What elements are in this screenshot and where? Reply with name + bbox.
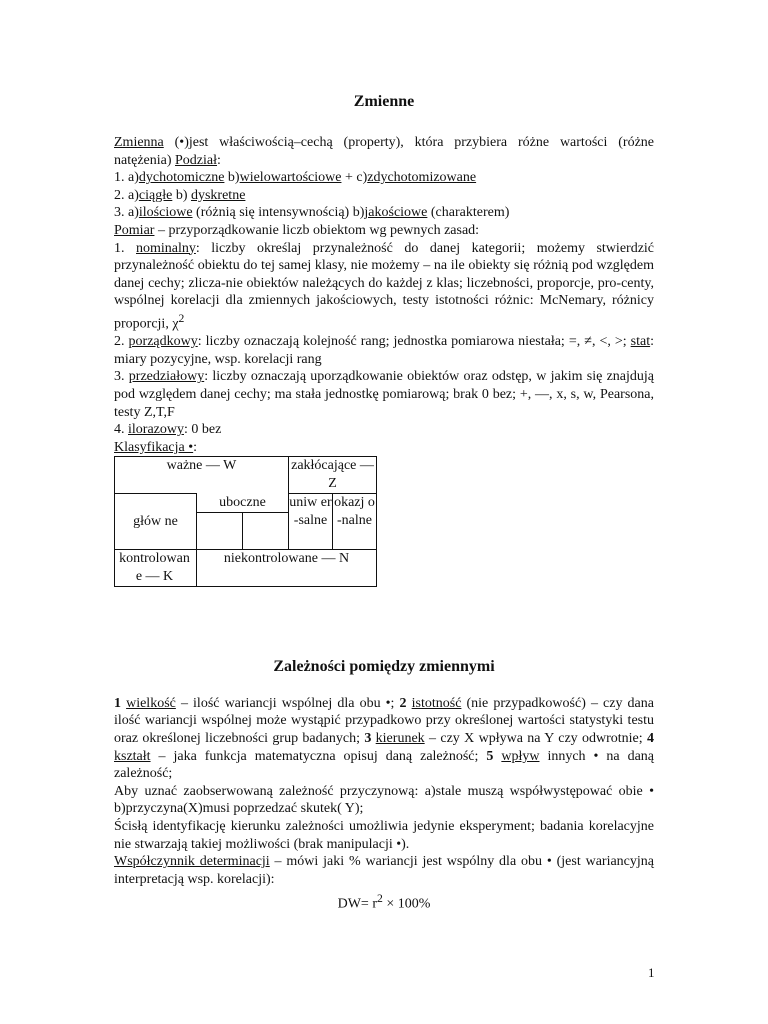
cell-okazjonalne: okazj o-nalne — [333, 494, 377, 550]
classification-table — [114, 456, 377, 587]
text-span: innych • na daną zależność; — [114, 748, 655, 782]
term-ilorazowy: ilorazowy — [128, 422, 184, 438]
term-dychotomiczne: dychotomiczne — [138, 170, 225, 186]
text-span: : liczby oznaczają kolejność rang; jednostka pomiarowa niestała; =, ≠, <, >; — [197, 334, 631, 350]
term-ciagle: ciągłe — [138, 187, 173, 203]
cell-uniwersalne: uniw er-salne — [289, 494, 333, 550]
scale-ilorazowy — [114, 421, 654, 439]
term-zmienna: Zmienna — [114, 135, 164, 150]
cell-zaklocajace: zakłócające — Z — [289, 457, 377, 494]
text-span: : — [193, 439, 198, 455]
text-span: (charakterem) — [427, 205, 510, 221]
term-dyskretne: dyskretne — [190, 187, 246, 203]
text-span: : liczby określaj przynależność do danej kategorii; możemy stwierdzić przynależność obiektu do tej samej klasy, nie możemy – na ile obiekty się różnią pod względem danej cechy; zlicza-nie obiektów należących do każdej z klas; liczebności, proporcje, pro-centy, wspólnej korelacji dla zmiennych jakościowych, testy istotności różnic: McNemary, różnicy proporcji, χ — [114, 240, 655, 332]
uboczne-label: uboczne — [219, 494, 266, 510]
text-span: 2. a) — [114, 187, 139, 203]
text-span: (różnią się intensywnością) b) — [192, 205, 365, 221]
text-span: – jaka funkcja matematyczna opisuj daną zależność; — [150, 748, 487, 764]
text-span: 4 — [647, 731, 655, 747]
term-stat: stat — [630, 334, 651, 350]
term-przedzialowy: przedziałowy — [128, 369, 205, 385]
text-span: 1. a) — [114, 170, 139, 186]
text-span: : liczby oznaczają uporządkowanie obiektów oraz odstęp, w jakim się znajdują pod względem danej cechy; ma stała jednostkę pomiarową; brak 0 bez; +, —, x, s, w, Pearsona, testy Z,T,F — [114, 369, 654, 420]
text-span: DW= r — [337, 897, 377, 913]
text-span: : 0 bez — [183, 422, 222, 438]
cell-kontrolowane: kontrolowan e — K — [115, 549, 197, 586]
term-porzadkowy: porządkowy — [128, 334, 198, 350]
list-line-2 — [114, 187, 654, 205]
superscript: 2 — [377, 892, 383, 906]
text-span: : — [217, 152, 221, 168]
text-span: × 100% — [382, 897, 431, 913]
scale-porzadkowy — [114, 333, 654, 368]
scale-przedzialowy — [114, 368, 654, 421]
paragraph-zaleznosci-cechy — [114, 695, 654, 783]
text-span: (•)jest właściwością–cechą (property), która przybiera różne wartości (różne natężenia) — [114, 135, 654, 168]
uboczne-left — [197, 513, 243, 549]
text-span: – czy X wpływa na Y czy odwrotnie; — [424, 731, 648, 747]
term-wielkosc: wielkość — [126, 695, 176, 711]
term-zdychotomizowane: zdychotomizowane — [367, 170, 477, 186]
term-nominalny: nominalny — [136, 240, 196, 256]
cell-niekontrolowane: niekontrolowane — N — [197, 549, 377, 586]
text-span: – przyporządkowanie liczb obiektom wg pewnych zasad: — [154, 222, 480, 238]
term-istotnosc: istotność — [411, 695, 462, 711]
text-span: + c) — [341, 170, 368, 186]
document-page — [114, 92, 654, 914]
text-span: 4. — [114, 422, 128, 438]
text-span: 2 — [399, 695, 412, 711]
term-wplyw: wpływ — [501, 748, 540, 764]
superscript: 2 — [178, 311, 185, 325]
paragraph-wspolczynnik — [114, 853, 654, 888]
term-ilosciowe: ilościowe — [138, 205, 193, 221]
text-span: 3. — [114, 369, 129, 385]
uboczne-right — [243, 513, 288, 549]
text-span: b) — [172, 187, 191, 203]
uboczne-split — [197, 512, 288, 549]
paragraph-klasyfikacja — [114, 439, 654, 457]
spacer — [114, 587, 654, 657]
text-span: – mówi jaki % wariancji jest wspólny dla obu • (jest wariancyjną interpretacją wsp. korelacji): — [114, 854, 654, 887]
text-span: – ilość wariancji wspólnej dla obu •; — [175, 695, 400, 711]
paragraph-przyczynowa: Aby uznać zaobserwowaną zależność przyczynową: a)stale muszą współwystępować obie • b)przyczyna(X)musi poprzedzać skutek( Y); — [114, 783, 654, 817]
section-title-zmienne: Zmienne — [353, 93, 415, 110]
formula-dw — [114, 890, 654, 913]
term-ksztalt: kształt — [114, 748, 151, 764]
term-podzial: Podział — [175, 152, 218, 168]
text-span: 3. a) — [114, 205, 139, 221]
text-span: 1. — [114, 240, 136, 256]
text-span: : miary pozycyjne, wsp. korelacji rang — [114, 334, 655, 367]
text-span: 3 — [364, 731, 376, 747]
term-wspolczynnik-determinacji: Współczynnik determinacji — [114, 854, 270, 870]
paragraph-pomiar — [114, 222, 654, 240]
paragraph-zmienna-definition — [114, 134, 654, 169]
text-span: b) — [224, 170, 240, 186]
cell-wazne: ważne — W — [115, 457, 289, 494]
term-wielowartosciowe: wielowartościowe — [239, 170, 342, 186]
scale-nominalny — [114, 240, 654, 334]
term-jakosciowe: jakościowe — [364, 205, 428, 221]
cell-glowne: głów ne — [115, 494, 197, 550]
page-number: 1 — [648, 965, 655, 980]
text-span: 2. — [114, 334, 129, 350]
paragraph-eksperyment: Ścisłą identyfikację kierunku zależności umożliwia jedynie eksperyment; badania korelacyjne nie stwarzają takiej możliwości (brak manipulacji •). — [114, 819, 654, 852]
term-klasyfikacja: Klasyfikacja • — [114, 439, 194, 455]
section-title-zaleznosci: Zależności pomiędzy zmiennymi — [273, 657, 495, 675]
list-line-1 — [114, 169, 654, 187]
cell-uboczne — [197, 494, 289, 550]
term-kierunek: kierunek — [375, 731, 425, 747]
text-span: (nie przypadkowość) – czy dana ilość wariancji wspólnej może wystąpić przypadkowo przy określonej wartości statystyki testu oraz określonej liczebności grup badanych; — [114, 695, 654, 747]
term-pomiar: Pomiar — [114, 222, 155, 238]
list-line-3 — [114, 204, 654, 222]
text-span: 5 — [486, 748, 502, 764]
text-span: 1 — [114, 695, 127, 711]
